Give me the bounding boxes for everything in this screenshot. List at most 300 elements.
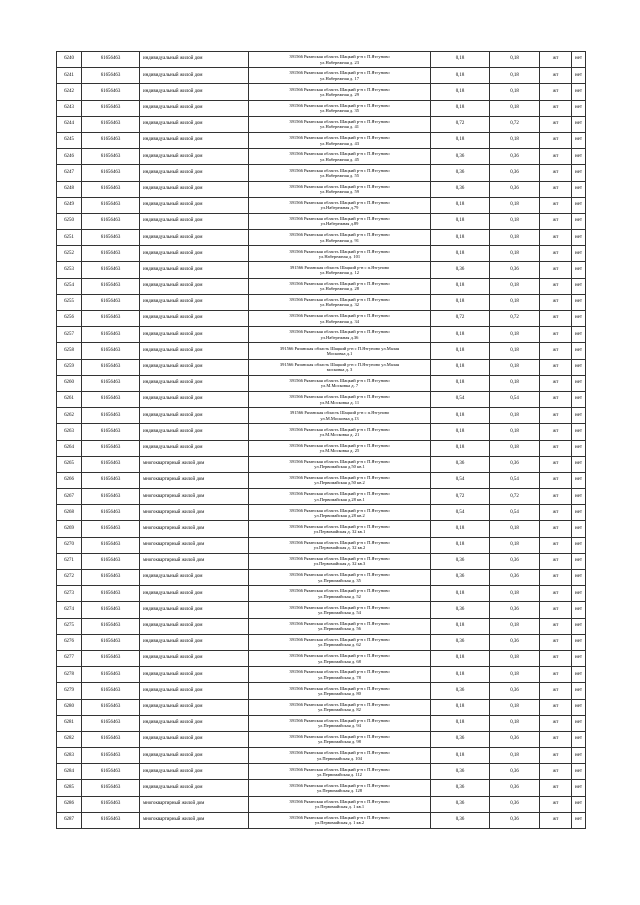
- flag-value-cell: нет: [572, 311, 586, 327]
- building-type-cell: многоквартирный жилой дом: [140, 472, 249, 488]
- address-line: ул.Первомайская д.28 кв.2: [314, 512, 365, 518]
- address-cell: [249, 375, 431, 391]
- address-cell: [249, 149, 431, 165]
- row-number-cell: 6267: [57, 489, 82, 505]
- building-type-cell: многоквартирный жилой дом: [140, 812, 249, 828]
- value-2-cell: 0,18: [490, 667, 540, 683]
- table-row: [57, 537, 586, 553]
- row-number-cell: 6281: [57, 715, 82, 731]
- value-1-cell: 0,18: [431, 667, 490, 683]
- housing-table: [56, 51, 586, 829]
- table-row: [57, 521, 586, 537]
- value-2-cell: 0,36: [490, 149, 540, 165]
- table-row: [57, 375, 586, 391]
- flag-value-cell: нет: [572, 731, 586, 747]
- building-type-cell: индивидуальный жилой дом: [140, 424, 249, 440]
- flag-value-cell: нет: [572, 246, 586, 262]
- value-1-cell: 0,72: [431, 311, 490, 327]
- value-1-cell: 0,36: [431, 570, 490, 586]
- address-cell: [249, 472, 431, 488]
- address-cell: [249, 132, 431, 148]
- usage-code-cell: жт: [540, 197, 572, 213]
- okato-code-cell: 61656463: [82, 278, 140, 294]
- address-line: ул.Первомайская д. 104: [317, 755, 362, 761]
- value-1-cell: 0,36: [431, 796, 490, 812]
- value-2-cell: 0,18: [490, 68, 540, 84]
- value-1-cell: 0,18: [431, 197, 490, 213]
- address-cell: [249, 68, 431, 84]
- usage-code-cell: жт: [540, 68, 572, 84]
- building-type-cell: индивидуальный жилой дом: [140, 327, 249, 343]
- address-line: 391566 Рязанская область Шацкий р-н с П.Ятгуново ул.Малая: [279, 361, 400, 367]
- usage-code-cell: жт: [540, 440, 572, 456]
- value-1-cell: 0,18: [431, 343, 490, 359]
- address-line: 391566 Рязанская область Шацкий р-н с П.Ятгуново: [289, 815, 390, 821]
- flag-value-cell: нет: [572, 683, 586, 699]
- flag-value-cell: нет: [572, 521, 586, 537]
- value-2-cell: 0,18: [490, 327, 540, 343]
- usage-code-cell: жт: [540, 618, 572, 634]
- usage-code-cell: жт: [540, 327, 572, 343]
- building-type-cell: индивидуальный жилой дом: [140, 634, 249, 650]
- table-row: [57, 650, 586, 666]
- value-1-cell: 0,18: [431, 618, 490, 634]
- row-number-cell: 6265: [57, 456, 82, 472]
- okato-code-cell: 61656463: [82, 213, 140, 229]
- value-1-cell: 0,54: [431, 391, 490, 407]
- address-line: 391566 Рязанская область Шацкий р-н с П.Ятгуново: [289, 653, 390, 659]
- address-line: ул.Набережная д.79: [320, 205, 359, 211]
- address-line: ул.Первомайская д. 32 кв.2: [313, 545, 366, 551]
- flag-value-cell: нет: [572, 278, 586, 294]
- table-row: [57, 505, 586, 521]
- value-2-cell: 0,36: [490, 262, 540, 278]
- value-1-cell: 0,18: [431, 52, 490, 68]
- okato-code-cell: 61656463: [82, 391, 140, 407]
- table-row: [57, 683, 586, 699]
- building-type-cell: индивидуальный жилой дом: [140, 262, 249, 278]
- value-2-cell: 0,72: [490, 116, 540, 132]
- okato-code-cell: 61656463: [82, 764, 140, 780]
- okato-code-cell: 61656463: [82, 553, 140, 569]
- table-row: [57, 602, 586, 618]
- address-line: 391566 Рязанская область Шацкий р-н с П.Ятгуново: [289, 458, 390, 464]
- address-cell: [249, 197, 431, 213]
- address-cell: [249, 391, 431, 407]
- table-row: [57, 764, 586, 780]
- building-type-cell: индивидуальный жилой дом: [140, 343, 249, 359]
- row-number-cell: 6243: [57, 100, 82, 116]
- value-2-cell: 0,18: [490, 375, 540, 391]
- okato-code-cell: 61656463: [82, 634, 140, 650]
- address-line: 391566 Рязанская область Шацкий р-н с П.Ятгуново: [289, 637, 390, 643]
- row-number-cell: 6262: [57, 408, 82, 424]
- address-line: ул.Первомайская д. 80: [318, 690, 361, 696]
- building-type-cell: индивидуальный жилой дом: [140, 359, 249, 375]
- okato-code-cell: 61656463: [82, 116, 140, 132]
- value-2-cell: 0,36: [490, 456, 540, 472]
- flag-value-cell: нет: [572, 52, 586, 68]
- value-1-cell: 0,18: [431, 650, 490, 666]
- table-row: [57, 149, 586, 165]
- value-2-cell: 0,36: [490, 780, 540, 796]
- flag-value-cell: нет: [572, 100, 586, 116]
- row-number-cell: 6244: [57, 116, 82, 132]
- value-2-cell: 0,36: [490, 602, 540, 618]
- value-1-cell: 0,72: [431, 116, 490, 132]
- value-2-cell: 0,72: [490, 489, 540, 505]
- table-row: [57, 294, 586, 310]
- row-number-cell: 6255: [57, 294, 82, 310]
- address-line: 391566 Рязанская область Шацкий р-н с П.Ятгуново ул.Малая: [279, 345, 400, 351]
- row-number-cell: 6254: [57, 278, 82, 294]
- table-row: [57, 278, 586, 294]
- address-line: ул.М.Московка д.13: [320, 415, 359, 421]
- address-line: 391566 Рязанская область Шацкий р-н с П.Ятгуново: [289, 135, 390, 141]
- table-row: [57, 812, 586, 828]
- table-row: [57, 634, 586, 650]
- okato-code-cell: 61656463: [82, 181, 140, 197]
- okato-code-cell: 61656463: [82, 197, 140, 213]
- address-line: ул.Первомайская д. 78: [318, 674, 361, 680]
- address-cell: [249, 181, 431, 197]
- address-line: московка д. 3: [326, 367, 353, 373]
- okato-code-cell: 61656463: [82, 586, 140, 602]
- value-2-cell: 0,18: [490, 294, 540, 310]
- address-line: ул.Набережная д. 28: [320, 286, 359, 292]
- usage-code-cell: жт: [540, 570, 572, 586]
- building-type-cell: индивидуальный жилой дом: [140, 116, 249, 132]
- building-type-cell: индивидуальный жилой дом: [140, 780, 249, 796]
- value-2-cell: 0,18: [490, 132, 540, 148]
- usage-code-cell: жт: [540, 213, 572, 229]
- value-1-cell: 0,18: [431, 440, 490, 456]
- address-line: 391566 Рязанская область Шацкий р-н с п.Ятгуново: [289, 264, 390, 270]
- address-cell: [249, 311, 431, 327]
- flag-value-cell: нет: [572, 132, 586, 148]
- okato-code-cell: 61656463: [82, 780, 140, 796]
- building-type-cell: индивидуальный жилой дом: [140, 440, 249, 456]
- address-line: ул.Набережная д. 35: [320, 108, 359, 114]
- building-type-cell: индивидуальный жилой дом: [140, 667, 249, 683]
- row-number-cell: 6287: [57, 812, 82, 828]
- flag-value-cell: нет: [572, 618, 586, 634]
- value-1-cell: 0,18: [431, 294, 490, 310]
- address-cell: [249, 116, 431, 132]
- flag-value-cell: нет: [572, 408, 586, 424]
- usage-code-cell: жт: [540, 408, 572, 424]
- address-line: ул.Первомайская д. 56: [318, 626, 361, 632]
- address-line: ул.Первомайская д. 82: [318, 707, 361, 713]
- row-number-cell: 6249: [57, 197, 82, 213]
- table-row: [57, 165, 586, 181]
- address-line: ул.Первомайская д. 128: [317, 788, 362, 794]
- table-row: [57, 796, 586, 812]
- row-number-cell: 6242: [57, 84, 82, 100]
- okato-code-cell: 61656463: [82, 359, 140, 375]
- value-2-cell: 0,18: [490, 100, 540, 116]
- row-number-cell: 6246: [57, 149, 82, 165]
- flag-value-cell: нет: [572, 375, 586, 391]
- value-2-cell: 0,54: [490, 472, 540, 488]
- table-row: [57, 132, 586, 148]
- address-line: 391566 Рязанская область Шацкий р-н с П.Ятгуново: [289, 588, 390, 594]
- flag-value-cell: нет: [572, 294, 586, 310]
- value-1-cell: 0,36: [431, 149, 490, 165]
- address-line: 391566 Рязанская область Шацкий р-н с П.Ятгуново: [289, 199, 390, 205]
- usage-code-cell: жт: [540, 456, 572, 472]
- address-cell: [249, 650, 431, 666]
- row-number-cell: 6257: [57, 327, 82, 343]
- value-2-cell: 0,36: [490, 165, 540, 181]
- table-row: [57, 100, 586, 116]
- value-2-cell: 0,18: [490, 84, 540, 100]
- flag-value-cell: нет: [572, 327, 586, 343]
- usage-code-cell: жт: [540, 602, 572, 618]
- row-number-cell: 6266: [57, 472, 82, 488]
- flag-value-cell: нет: [572, 537, 586, 553]
- usage-code-cell: жт: [540, 278, 572, 294]
- usage-code-cell: жт: [540, 553, 572, 569]
- value-2-cell: 0,18: [490, 748, 540, 764]
- address-line: ул.Набережная д. 45: [320, 156, 359, 162]
- address-line: ул.Набережная д. 17: [320, 75, 359, 81]
- table-row: [57, 699, 586, 715]
- usage-code-cell: жт: [540, 181, 572, 197]
- address-line: 391566 Рязанская область Шацкий р-н с П.Ятгуново: [289, 248, 390, 254]
- building-type-cell: индивидуальный жилой дом: [140, 375, 249, 391]
- address-cell: [249, 343, 431, 359]
- building-type-cell: многоквартирный жилой дом: [140, 796, 249, 812]
- building-type-cell: индивидуальный жилой дом: [140, 602, 249, 618]
- value-1-cell: 0,18: [431, 278, 490, 294]
- address-line: ул.Первомайская д. 68: [318, 658, 361, 664]
- row-number-cell: 6260: [57, 375, 82, 391]
- building-type-cell: индивидуальный жилой дом: [140, 618, 249, 634]
- address-line: ул.Первомайская д.28 кв.1: [314, 496, 365, 502]
- row-number-cell: 6283: [57, 748, 82, 764]
- flag-value-cell: нет: [572, 780, 586, 796]
- address-cell: [249, 359, 431, 375]
- usage-code-cell: жт: [540, 489, 572, 505]
- value-2-cell: 0,18: [490, 230, 540, 246]
- usage-code-cell: жт: [540, 116, 572, 132]
- usage-code-cell: жт: [540, 586, 572, 602]
- building-type-cell: многоквартирный жилой дом: [140, 505, 249, 521]
- address-line: 391566 Рязанская область Шацкий р-н с П.Ятгуново: [289, 183, 390, 189]
- flag-value-cell: нет: [572, 715, 586, 731]
- table-row: [57, 181, 586, 197]
- flag-value-cell: нет: [572, 553, 586, 569]
- value-2-cell: 0,18: [490, 246, 540, 262]
- okato-code-cell: 61656463: [82, 796, 140, 812]
- usage-code-cell: жт: [540, 100, 572, 116]
- building-type-cell: индивидуальный жилой дом: [140, 570, 249, 586]
- building-type-cell: индивидуальный жилой дом: [140, 197, 249, 213]
- address-line: 391566 Рязанская область Шацкий р-н с П.Ятгуново: [289, 539, 390, 545]
- address-line: 391566 Рязанская область Шацкий р-н с П.Ятгуново: [289, 507, 390, 513]
- value-2-cell: 0,36: [490, 812, 540, 828]
- usage-code-cell: жт: [540, 812, 572, 828]
- building-type-cell: индивидуальный жилой дом: [140, 84, 249, 100]
- flag-value-cell: нет: [572, 149, 586, 165]
- table-row: [57, 570, 586, 586]
- usage-code-cell: жт: [540, 715, 572, 731]
- row-number-cell: 6269: [57, 521, 82, 537]
- value-2-cell: 0,18: [490, 586, 540, 602]
- okato-code-cell: 61656463: [82, 521, 140, 537]
- table-row: [57, 52, 586, 68]
- table-row: [57, 489, 586, 505]
- address-cell: [249, 84, 431, 100]
- address-line: 391566 Рязанская область Шацкий р-н с П.Ятгуново: [289, 313, 390, 319]
- address-cell: [249, 537, 431, 553]
- flag-value-cell: нет: [572, 197, 586, 213]
- building-type-cell: индивидуальный жилой дом: [140, 391, 249, 407]
- address-line: ул.Набережная д. 43: [320, 140, 359, 146]
- usage-code-cell: жт: [540, 521, 572, 537]
- value-2-cell: 0,18: [490, 359, 540, 375]
- okato-code-cell: 61656463: [82, 230, 140, 246]
- address-cell: [249, 456, 431, 472]
- building-type-cell: индивидуальный жилой дом: [140, 311, 249, 327]
- flag-value-cell: нет: [572, 391, 586, 407]
- row-number-cell: 6252: [57, 246, 82, 262]
- flag-value-cell: нет: [572, 748, 586, 764]
- address-cell: [249, 424, 431, 440]
- value-1-cell: 0,36: [431, 780, 490, 796]
- value-1-cell: 0,36: [431, 812, 490, 828]
- usage-code-cell: жт: [540, 537, 572, 553]
- address-line: ул.Первомайская д. 32 кв.3: [313, 561, 366, 567]
- address-cell: [249, 294, 431, 310]
- address-line: 391566 Рязанская область Шацкий р-н с П.Ятгуново: [289, 102, 390, 108]
- usage-code-cell: жт: [540, 667, 572, 683]
- table-row: [57, 262, 586, 278]
- row-number-cell: 6270: [57, 537, 82, 553]
- flag-value-cell: нет: [572, 424, 586, 440]
- address-cell: [249, 699, 431, 715]
- address-line: 391566 Рязанская область Шацкий р-н с П.Ятгуново: [289, 394, 390, 400]
- address-line: 391566 Рязанская область Шацкий р-н с П.Ятгуново: [289, 232, 390, 238]
- address-cell: [249, 505, 431, 521]
- row-number-cell: 6263: [57, 424, 82, 440]
- row-number-cell: 6276: [57, 634, 82, 650]
- value-2-cell: 0,36: [490, 764, 540, 780]
- row-number-cell: 6268: [57, 505, 82, 521]
- building-type-cell: индивидуальный жилой дом: [140, 165, 249, 181]
- address-cell: [249, 796, 431, 812]
- usage-code-cell: жт: [540, 748, 572, 764]
- building-type-cell: индивидуальный жилой дом: [140, 699, 249, 715]
- value-2-cell: 0,36: [490, 683, 540, 699]
- value-1-cell: 0,36: [431, 456, 490, 472]
- building-type-cell: индивидуальный жилой дом: [140, 68, 249, 84]
- value-1-cell: 0,18: [431, 213, 490, 229]
- flag-value-cell: нет: [572, 440, 586, 456]
- value-1-cell: 0,18: [431, 424, 490, 440]
- value-1-cell: 0,18: [431, 408, 490, 424]
- address-line: 391566 Рязанская область Шацкий р-н с П.Ятгуново: [289, 54, 390, 60]
- building-type-cell: индивидуальный жилой дом: [140, 764, 249, 780]
- usage-code-cell: жт: [540, 262, 572, 278]
- row-number-cell: 6277: [57, 650, 82, 666]
- value-1-cell: 0,18: [431, 521, 490, 537]
- row-number-cell: 6241: [57, 68, 82, 84]
- address-line: ул.Первомайская д. 98: [318, 739, 361, 745]
- flag-value-cell: нет: [572, 505, 586, 521]
- value-1-cell: 0,18: [431, 537, 490, 553]
- address-cell: [249, 715, 431, 731]
- value-2-cell: 0,18: [490, 521, 540, 537]
- building-type-cell: индивидуальный жилой дом: [140, 715, 249, 731]
- row-number-cell: 6282: [57, 731, 82, 747]
- address-line: ул.Первомайская д. 94: [318, 723, 361, 729]
- usage-code-cell: жт: [540, 764, 572, 780]
- table-row: [57, 311, 586, 327]
- value-2-cell: 0,18: [490, 537, 540, 553]
- row-number-cell: 6250: [57, 213, 82, 229]
- okato-code-cell: 61656463: [82, 343, 140, 359]
- okato-code-cell: 61656463: [82, 149, 140, 165]
- address-line: Московка д.1: [326, 350, 353, 356]
- address-line: ул.Первомайская д. 52: [318, 593, 361, 599]
- row-number-cell: 6272: [57, 570, 82, 586]
- usage-code-cell: жт: [540, 84, 572, 100]
- address-line: 391566 Рязанская область Шацкий р-н с П.Ятгуново: [289, 216, 390, 222]
- value-2-cell: 0,18: [490, 408, 540, 424]
- okato-code-cell: 61656463: [82, 311, 140, 327]
- address-line: 391566 Рязанская область Шацкий р-н с П.Ятгуново: [289, 572, 390, 578]
- row-number-cell: 6245: [57, 132, 82, 148]
- row-number-cell: 6247: [57, 165, 82, 181]
- value-1-cell: 0,18: [431, 586, 490, 602]
- row-number-cell: 6273: [57, 586, 82, 602]
- value-1-cell: 0,54: [431, 505, 490, 521]
- value-1-cell: 0,18: [431, 327, 490, 343]
- building-type-cell: индивидуальный жилой дом: [140, 181, 249, 197]
- address-cell: [249, 246, 431, 262]
- usage-code-cell: жт: [540, 472, 572, 488]
- building-type-cell: индивидуальный жилой дом: [140, 132, 249, 148]
- address-line: ул.М.Московка д. 11: [319, 399, 360, 405]
- okato-code-cell: 61656463: [82, 699, 140, 715]
- value-2-cell: 0,54: [490, 505, 540, 521]
- okato-code-cell: 61656463: [82, 456, 140, 472]
- row-number-cell: 6279: [57, 683, 82, 699]
- usage-code-cell: жт: [540, 424, 572, 440]
- address-line: ул.Первомайская д. 112: [317, 771, 362, 777]
- usage-code-cell: жт: [540, 683, 572, 699]
- okato-code-cell: 61656463: [82, 132, 140, 148]
- table-row: [57, 246, 586, 262]
- okato-code-cell: 61656463: [82, 165, 140, 181]
- usage-code-cell: жт: [540, 132, 572, 148]
- table-row: [57, 715, 586, 731]
- flag-value-cell: нет: [572, 472, 586, 488]
- usage-code-cell: жт: [540, 699, 572, 715]
- usage-code-cell: жт: [540, 796, 572, 812]
- address-cell: [249, 489, 431, 505]
- usage-code-cell: жт: [540, 230, 572, 246]
- value-1-cell: 0,18: [431, 748, 490, 764]
- address-cell: [249, 165, 431, 181]
- okato-code-cell: 61656463: [82, 618, 140, 634]
- row-number-cell: 6258: [57, 343, 82, 359]
- table-row: [57, 391, 586, 407]
- address-cell: [249, 731, 431, 747]
- okato-code-cell: 61656463: [82, 683, 140, 699]
